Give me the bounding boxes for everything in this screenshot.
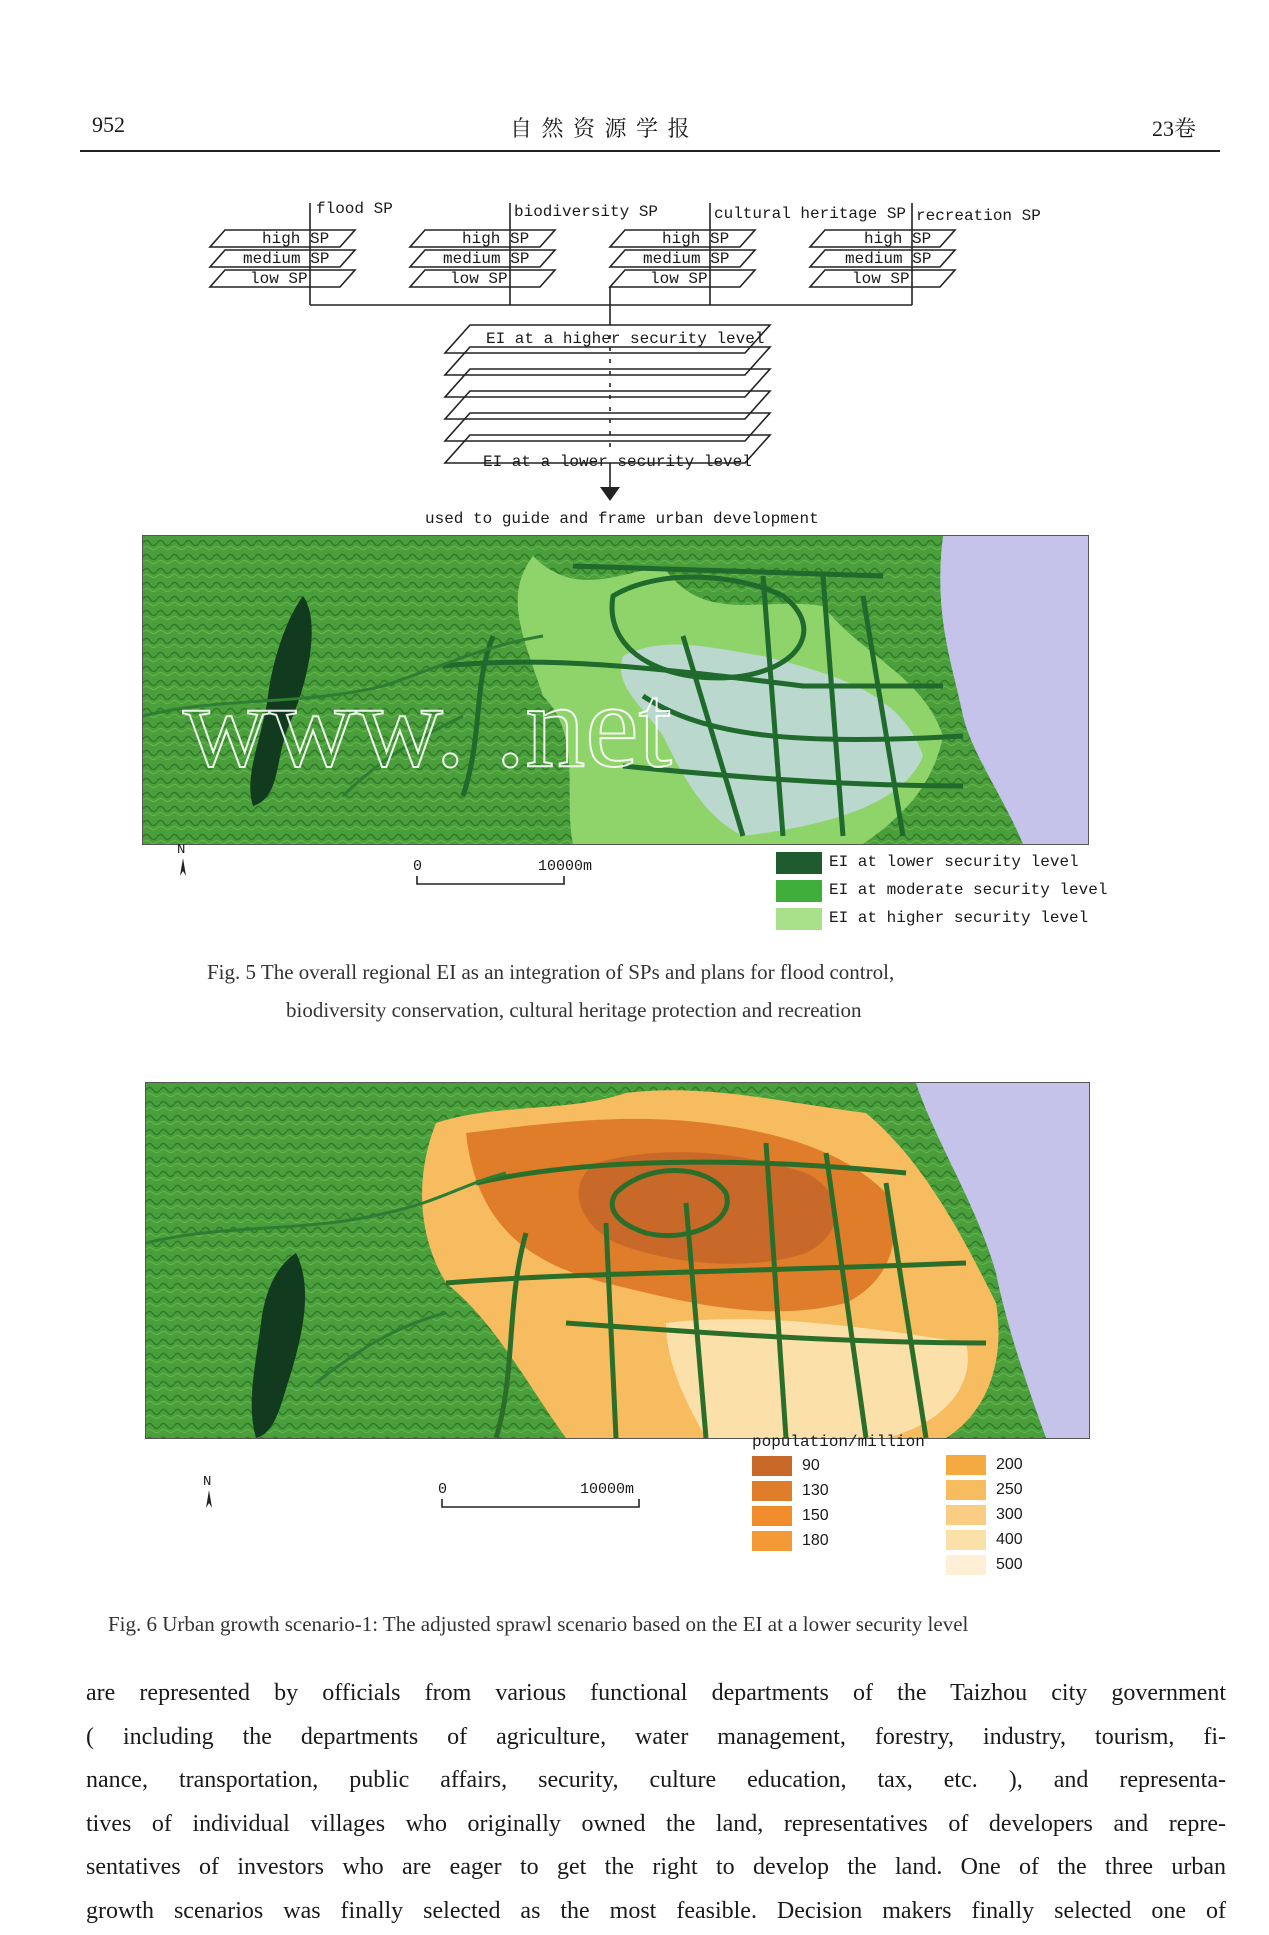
fig6-legend-swatch-150 bbox=[752, 1506, 792, 1526]
body-line: are represented by officials from various functional departments of the Taizhou city government bbox=[86, 1680, 1226, 1706]
fig5-legend-label-higher: EI at higher security level bbox=[829, 909, 1089, 927]
fig5-caption-line1: Fig. 5 The overall regional EI as an integration of SPs and plans for flood control, bbox=[207, 960, 895, 984]
biodiversity-medium-label: medium SP bbox=[443, 250, 530, 268]
recreation-sp-label: recreation SP bbox=[916, 207, 1041, 225]
fig6-legend-swatch-500 bbox=[946, 1555, 986, 1575]
fig6-legend-label-130: 130 bbox=[802, 1482, 829, 1499]
fig6-scale-end: 10000m bbox=[580, 1481, 635, 1498]
flood-high-label: high SP bbox=[262, 230, 330, 248]
body-line: ( including the departments of agriculture, water management, forestry, industry, tourism, fi- bbox=[86, 1723, 1226, 1750]
fig6-scale-start: 0 bbox=[438, 1481, 448, 1498]
ei-lower-label: EI at a lower security level bbox=[483, 453, 752, 471]
fig5-legend-swatch-lower bbox=[776, 852, 822, 874]
fig6-legend-swatch-250 bbox=[946, 1480, 986, 1500]
fig6-legend-swatch-180 bbox=[752, 1531, 792, 1551]
biodiversity-high-label: high SP bbox=[462, 230, 530, 248]
body-line: nance, transportation, public affairs, security, culture education, tax, etc. ), and representa- bbox=[86, 1767, 1226, 1793]
biodiversity-sp-label: biodiversity SP bbox=[514, 203, 659, 221]
fig6-legend-swatch-200 bbox=[946, 1455, 986, 1475]
cultural-medium-label: medium SP bbox=[643, 250, 730, 268]
flood-low-label: low SP bbox=[250, 270, 308, 288]
body-line: tives of individual villages who originally owned the land, representatives of developers and repre- bbox=[86, 1810, 1226, 1837]
fig6-legend-label-400: 400 bbox=[996, 1531, 1023, 1548]
fig6-map bbox=[145, 1082, 1090, 1439]
fig6-legend-swatch-300 bbox=[946, 1505, 986, 1525]
fig6-legend-label-250: 250 bbox=[996, 1481, 1023, 1498]
body-line: growth scenarios was finally selected as the most feasible. Decision makers finally selected one of bbox=[86, 1897, 1226, 1924]
fig6-legend-label-180: 180 bbox=[802, 1532, 829, 1549]
fig5-legend-swatch-higher bbox=[776, 908, 822, 930]
recreation-high-label: high SP bbox=[864, 230, 932, 248]
fig5-legend-label-lower: EI at lower security level bbox=[829, 853, 1079, 871]
fig6-legend-swatch-130 bbox=[752, 1481, 792, 1501]
flood-sp-label: flood SP bbox=[316, 200, 393, 218]
cultural-low-label: low SP bbox=[650, 270, 708, 288]
fig6-legend-label-90: 90 bbox=[802, 1457, 820, 1474]
diagram-output-label: used to guide and frame urban development bbox=[425, 510, 819, 528]
fig5-scale-end: 10000m bbox=[538, 858, 593, 875]
fig6-legend-label-500: 500 bbox=[996, 1556, 1023, 1573]
ei-higher-label: EI at a higher security level bbox=[486, 330, 765, 348]
cultural-sp-label: cultural heritage SP bbox=[714, 205, 907, 223]
recreation-medium-label: medium SP bbox=[845, 250, 932, 268]
fig5-north-arrow-icon bbox=[178, 858, 188, 876]
fig6-north-arrow-icon bbox=[204, 1490, 214, 1508]
fig5-scale-bar bbox=[416, 876, 566, 886]
cultural-high-label: high SP bbox=[662, 230, 730, 248]
fig6-caption: Fig. 6 Urban growth scenario-1: The adjusted sprawl scenario based on the EI at a lower security level bbox=[108, 1612, 969, 1636]
fig6-north-label: N bbox=[203, 1474, 212, 1490]
header-rule bbox=[80, 150, 1220, 152]
fig5-legend-label-moderate: EI at moderate security level bbox=[829, 881, 1108, 899]
flood-medium-label: medium SP bbox=[243, 250, 330, 268]
fig6-legend-swatch-400 bbox=[946, 1530, 986, 1550]
body-line: sentatives of investors who are eager to get the right to develop the land. One of the three urban bbox=[86, 1854, 1226, 1880]
fig6-legend-label-300: 300 bbox=[996, 1506, 1023, 1523]
fig5-map bbox=[142, 535, 1089, 845]
volume-label: 23卷 bbox=[1152, 116, 1197, 141]
fig6-scale-bar bbox=[441, 1499, 641, 1509]
fig6-legend-swatch-90 bbox=[752, 1456, 792, 1476]
journal-title: 自 然 资 源 学 报 bbox=[510, 116, 692, 141]
body-paragraph bbox=[86, 1672, 1226, 1933]
map-watermark: www. .net bbox=[183, 659, 672, 792]
fig6-legend-label-150: 150 bbox=[802, 1507, 829, 1524]
recreation-low-label: low SP bbox=[852, 270, 910, 288]
fig6-legend-title: population/million bbox=[752, 1433, 925, 1451]
fig5-caption-line2: biodiversity conservation, cultural heritage protection and recreation bbox=[286, 998, 862, 1022]
fig5-legend-swatch-moderate bbox=[776, 880, 822, 902]
fig6-legend-label-200: 200 bbox=[996, 1456, 1023, 1473]
page-number: 952 bbox=[92, 112, 125, 137]
biodiversity-low-label: low SP bbox=[450, 270, 508, 288]
fig5-north-label: N bbox=[177, 842, 186, 858]
fig5-scale-start: 0 bbox=[413, 858, 423, 875]
